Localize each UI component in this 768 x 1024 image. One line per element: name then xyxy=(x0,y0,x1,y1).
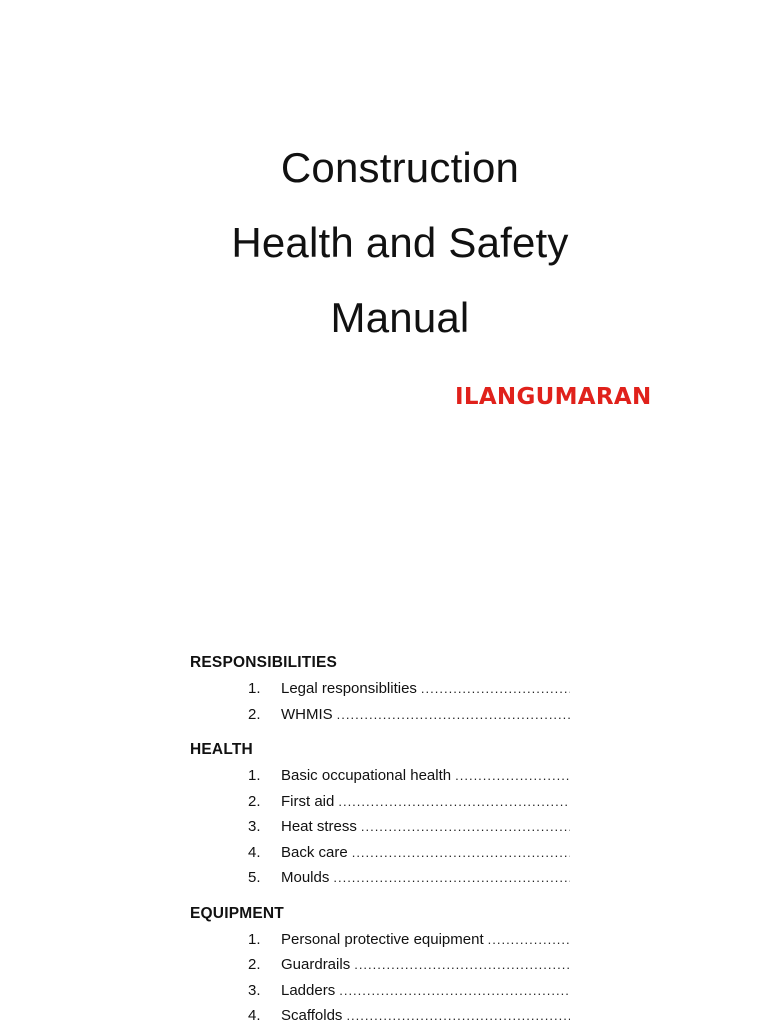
toc-item-number: 2. xyxy=(248,705,261,723)
toc-dot-leader xyxy=(339,978,570,1004)
toc-item-text: WHMIS xyxy=(281,705,333,723)
toc-item-text: Guardrails xyxy=(281,956,351,973)
title-line-3: Manual xyxy=(330,294,470,341)
toc-item-text: Legal responsiblities xyxy=(281,680,417,697)
toc-item-text: Heat stress xyxy=(281,818,357,835)
toc-section-equipment xyxy=(190,903,570,1024)
toc-dot-leader xyxy=(421,676,570,702)
table-of-contents xyxy=(190,652,570,1024)
toc-item[interactable] xyxy=(190,676,570,702)
toc-item[interactable] xyxy=(190,927,570,953)
toc-item-number: 4. xyxy=(248,843,261,861)
toc-item[interactable] xyxy=(190,978,570,1004)
author-name: ILANGUMARAN xyxy=(455,384,652,410)
toc-dot-leader xyxy=(338,789,570,815)
toc-dot-leader xyxy=(352,840,570,866)
toc-section-responsibilities xyxy=(190,652,570,727)
toc-item-number: 3. xyxy=(248,818,261,835)
toc-item[interactable] xyxy=(190,840,570,866)
toc-item[interactable] xyxy=(190,865,570,891)
toc-dot-leader xyxy=(346,1003,570,1024)
document-title xyxy=(0,130,768,355)
toc-dot-leader xyxy=(354,952,570,978)
toc-item-number: 3. xyxy=(248,981,261,999)
toc-item-number: 1. xyxy=(248,767,261,784)
toc-item-number: 2. xyxy=(248,792,261,810)
toc-item-text: First aid xyxy=(281,792,335,810)
toc-item-text: Back care xyxy=(281,843,348,861)
toc-item-number: 4. xyxy=(248,1007,261,1024)
toc-item[interactable] xyxy=(190,952,570,978)
toc-dot-leader xyxy=(333,865,570,891)
toc-section-heading: EQUIPMENT xyxy=(190,904,284,922)
toc-item-number: 1. xyxy=(248,680,261,697)
toc-item[interactable] xyxy=(190,814,570,840)
toc-dot-leader xyxy=(361,814,570,840)
toc-item-number: 1. xyxy=(248,930,261,948)
toc-item-text: Moulds xyxy=(281,869,330,886)
title-line-1: Construction xyxy=(280,144,520,191)
toc-item[interactable] xyxy=(190,1003,570,1024)
toc-item-text: Scaffolds xyxy=(281,1007,343,1024)
toc-item-text: Basic occupational health xyxy=(281,767,452,784)
toc-section-heading: HEALTH xyxy=(190,741,253,758)
toc-item[interactable] xyxy=(190,763,570,789)
toc-item-number: 5. xyxy=(248,869,261,886)
toc-section-health xyxy=(190,739,570,891)
toc-dot-leader xyxy=(337,702,570,728)
toc-item-number: 2. xyxy=(248,956,261,973)
toc-item[interactable] xyxy=(190,789,570,815)
toc-dot-leader xyxy=(488,927,570,953)
toc-item-text: Ladders xyxy=(281,981,336,999)
title-line-2: Health and Safety xyxy=(231,219,569,266)
toc-item[interactable] xyxy=(190,702,570,728)
toc-item-text: Personal protective equipment xyxy=(281,930,484,948)
toc-section-heading: RESPONSIBILITIES xyxy=(190,654,338,671)
toc-dot-leader xyxy=(455,763,570,789)
